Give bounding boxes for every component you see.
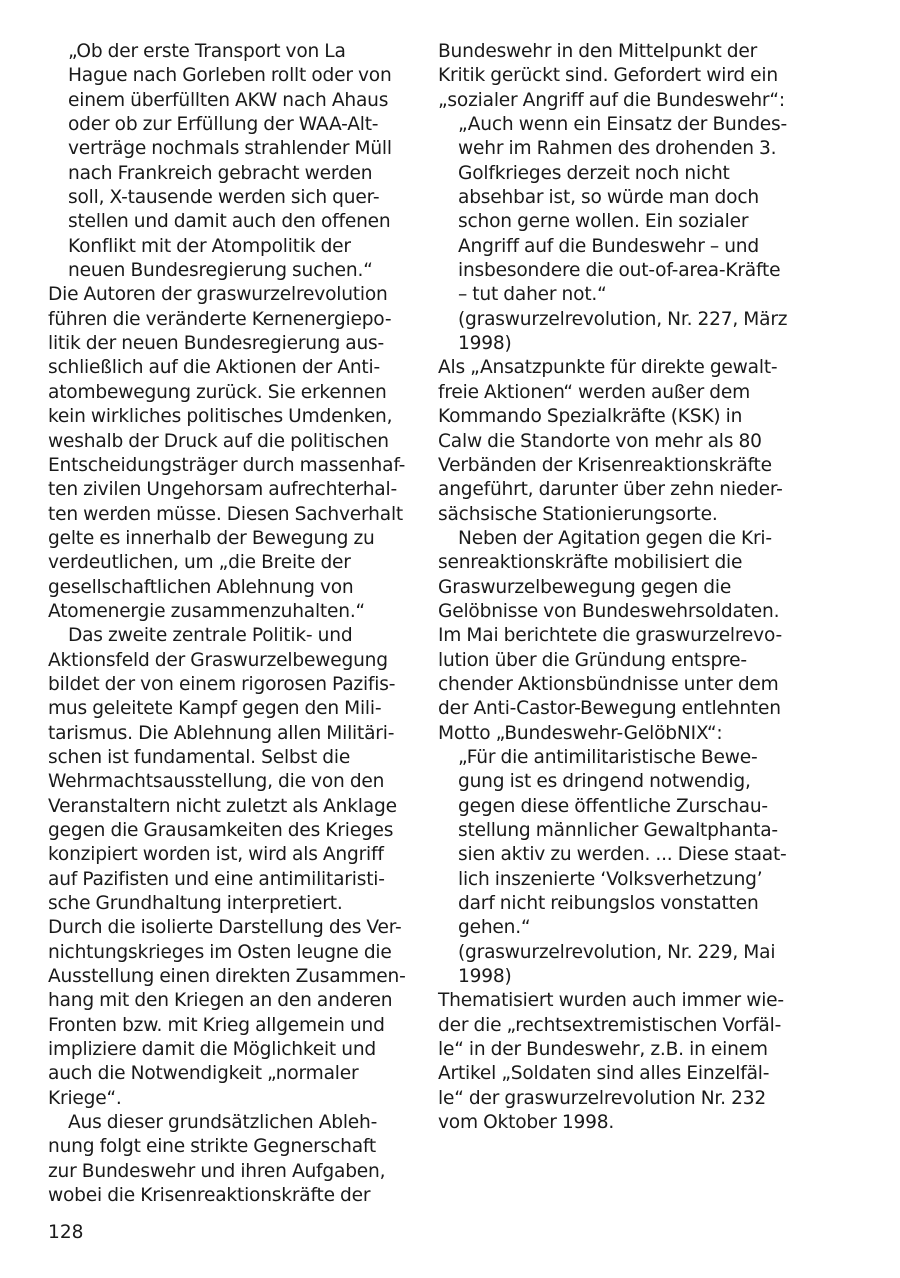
text-line: Angriff auf die Bundeswehr – und (458, 235, 759, 257)
text-line: gung ist es dringend notwendig, (458, 771, 751, 793)
text-line: der Anti-Castor-Bewegung entlehnten (438, 698, 781, 720)
text-line: „Auch wenn ein Einsatz der Bundes- (458, 114, 788, 136)
text-line: wehr im Rahmen des drohenden 3. (458, 138, 777, 160)
text-line: soll, X-tausende werden sich quer- (68, 187, 380, 209)
text-line: weshalb der Druck auf die politischen (48, 430, 389, 452)
text-line: le“ der graswurzelrevolution Nr. 232 (438, 1087, 766, 1109)
text-line: lich inszenierte ‘Volksverhetzung’ (458, 868, 763, 890)
text-line: litik der neuen Bundesregierung aus- (48, 333, 385, 355)
text-line: sche Grundhaltung interpretiert. (48, 893, 343, 915)
text-line: Golfkrieges derzeit noch nicht (458, 162, 730, 184)
text-line: sien aktiv zu werden. ... Diese staat- (458, 844, 787, 866)
text-line: verträge nochmals strahlender Müll (68, 138, 392, 160)
text-line: einem überfüllten AKW nach Ahaus (68, 89, 389, 111)
text-line: Kriege“. (48, 1087, 122, 1109)
text-line: Konflikt mit der Atompolitik der (68, 235, 351, 257)
text-line: 1998) (458, 333, 512, 355)
text-line: konzipiert worden ist, wird als Angriff (48, 844, 384, 866)
text-line: insbesondere die out-of-area-Kräfte (458, 260, 781, 282)
text-line: Fronten bzw. mit Krieg allgemein und (48, 1014, 385, 1036)
text-line: wobei die Krisenreaktionskräfte der (48, 1185, 371, 1207)
text-line: ten werden müsse. Diesen Sachverhalt (48, 503, 404, 525)
right-column (438, 40, 800, 1135)
text-line: Hague nach Gorleben rollt oder von (68, 65, 392, 87)
text-line: der die „rechtsextremistischen Vorfäl- (438, 1014, 782, 1036)
text-line: ten zivilen Ungehorsam aufrechterhal- (48, 479, 397, 501)
text-line: Kommando Spezialkräfte (KSK) in (438, 406, 743, 428)
text-line: Entscheidungsträger durch massenhaf- (48, 454, 406, 476)
text-line: Thematisiert wurden auch immer wie- (438, 990, 784, 1012)
text-line: Als „Ansatzpunkte für direkte gewalt- (438, 357, 778, 379)
text-line: Motto „Bundeswehr-GelöbNIX“: (438, 722, 723, 744)
text-line: Aktionsfeld der Graswurzelbewegung (48, 649, 388, 671)
text-line: gesellschaftlichen Ablehnung von (48, 576, 354, 598)
text-line: Atomenergie zusammenzuhalten.“ (48, 600, 365, 622)
text-line: Veranstaltern nicht zuletzt als Anklage (48, 795, 397, 817)
text-line: auf Pazifisten und eine antimilitaristi- (48, 868, 385, 890)
text-line: „sozialer Angriff auf die Bundeswehr“: (438, 89, 785, 111)
text-line: stellen und damit auch den offenen (68, 211, 391, 233)
text-line: Bundeswehr in den Mittelpunkt der (438, 41, 758, 62)
text-line: Graswurzelbewegung gegen die (438, 576, 732, 598)
text-line: auch die Notwendigkeit „normaler (48, 1063, 359, 1085)
text-line: lution über die Gründung entspre- (438, 649, 747, 671)
text-line: – tut daher not.“ (458, 284, 607, 306)
text-line: bildet der von einem rigorosen Pazifis- (48, 673, 396, 695)
text-line: Gelöbnisse von Bundeswehrsoldaten. (438, 600, 780, 622)
text-line: darf nicht reibungslos vonstatten (458, 893, 759, 915)
text-line: gegen diese öffentliche Zurschau- (458, 795, 768, 817)
text-line: Kritik gerückt sind. Gefordert wird ein (438, 65, 778, 87)
text-line: nichtungskrieges im Osten leugne die (48, 941, 392, 963)
text-line: gegen die Grausamkeiten des Krieges (48, 820, 394, 841)
text-line: Wehrmachtsausstellung, die von den (48, 771, 385, 793)
text-line: (graswurzelrevolution, Nr. 229, Mai (458, 941, 776, 963)
text-line: schon gerne wollen. Ein sozialer (458, 211, 749, 233)
text-line: Durch die isolierte Darstellung des Ver- (48, 917, 402, 939)
text-line: Calw die Standorte von mehr als 80 (438, 430, 762, 452)
text-line: Ausstellung einen direkten Zusammen- (48, 966, 406, 988)
text-line: (graswurzelrevolution, Nr. 227, März (458, 308, 788, 330)
text-line: Aus dieser grundsätzlichen Ableh- (68, 1112, 378, 1134)
text-line: Artikel „Soldaten sind alles Einzelfäl- (438, 1063, 770, 1085)
text-line: schließlich auf die Aktionen der Anti- (48, 357, 380, 379)
text-line: atombewegung zurück. Sie erkennen (48, 381, 387, 403)
text-line: gelte es innerhalb der Bewegung zu (48, 527, 375, 549)
text-line: le“ in der Bundeswehr, z.B. in einem (438, 1039, 768, 1061)
text-line: mus geleitete Kampf gegen den Mili- (48, 698, 382, 720)
text-line: chender Aktionsbündnisse unter dem (438, 673, 779, 695)
text-line: stellung männlicher Gewaltphanta- (458, 820, 778, 841)
text-line: vom Oktober 1998. (438, 1112, 615, 1134)
text-line: oder ob zur Erfüllung der WAA-Alt- (68, 114, 379, 136)
text-line: freie Aktionen“ werden außer dem (438, 381, 750, 403)
text-line: „Für die antimilitaristische Bewe- (458, 746, 758, 768)
text-line: sächsische Stationierungsorte. (438, 503, 718, 525)
text-line: Die Autoren der graswurzelrevolution (48, 284, 388, 306)
text-line: Im Mai berichtete die graswurzelrevo- (438, 625, 783, 647)
left-column (48, 40, 410, 1209)
text-line: nung folgt eine strikte Gegnerschaft (48, 1136, 377, 1158)
text-line: nach Frankreich gebracht werden (68, 162, 373, 184)
text-line: senreaktionskräfte mobilisiert die (438, 552, 743, 574)
page-number: 128 (48, 1222, 84, 1243)
text-line: 1998) (458, 966, 512, 988)
text-line: tarismus. Die Ablehnung allen Militäri- (48, 722, 395, 744)
text-line: führen die veränderte Kernenergiepo- (48, 308, 392, 330)
text-line: schen ist fundamental. Selbst die (48, 746, 351, 768)
text-line: kein wirkliches politisches Umdenken, (48, 406, 393, 428)
text-line: angeführt, darunter über zehn nieder- (438, 479, 783, 501)
text-line: hang mit den Kriegen an den anderen (48, 990, 393, 1012)
text-line: neuen Bundesregierung suchen.“ (68, 260, 373, 282)
text-line: impliziere damit die Möglichkeit und (48, 1039, 377, 1061)
text-line: Neben der Agitation gegen die Kri- (458, 527, 772, 549)
text-line: Das zweite zentrale Politik- und (68, 625, 353, 647)
text-line: „Ob der erste Transport von La (68, 41, 346, 62)
text-line: gehen.“ (458, 917, 531, 939)
text-line: zur Bundeswehr und ihren Aufgaben, (48, 1160, 386, 1182)
text-line: Verbänden der Krisenreaktionskräfte (438, 454, 772, 476)
text-line: absehbar ist, so würde man doch (458, 187, 759, 209)
text-line: verdeutlichen, um „die Breite der (48, 552, 351, 574)
